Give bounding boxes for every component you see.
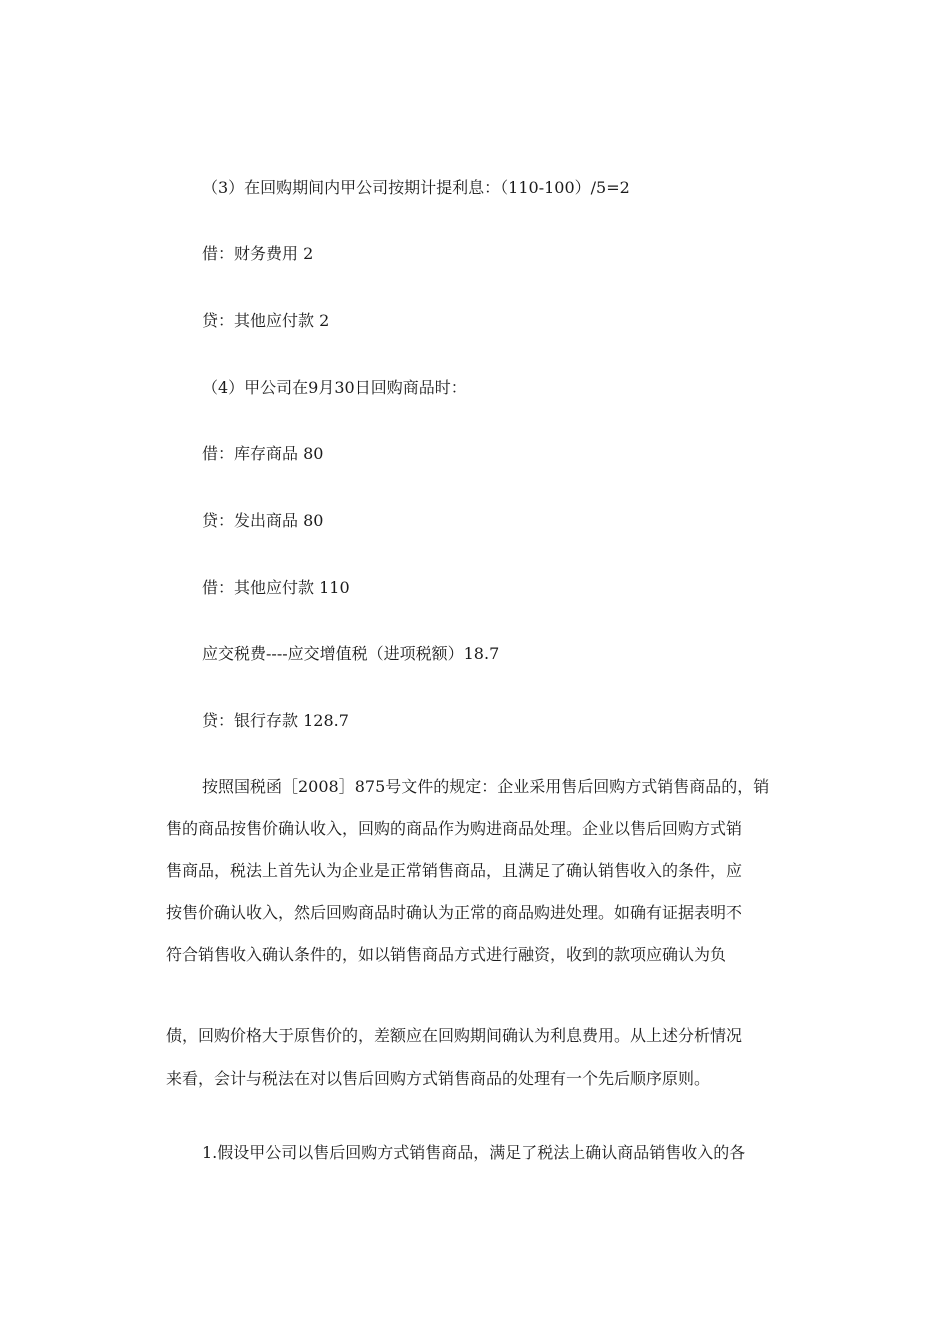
paragraph-line: 符合销售收入确认条件的，如以销售商品方式进行融资，收到的款项应确认为负	[166, 945, 727, 964]
paragraph-line: 来看，会计与税法在对以售后回购方式销售商品的处理有一个先后顺序原则。	[166, 1069, 711, 1088]
paragraph-line: 按售价确认收入，然后回购商品时确认为正常的商品购进处理。如确有证据表明不	[166, 903, 743, 922]
paragraph-line: 售商品，税法上首先认为企业是正常销售商品，且满足了确认销售收入的条件，应	[166, 861, 743, 880]
entry-credit-bank-deposit: 贷：银行存款 128.7	[202, 711, 349, 730]
paragraph-line: 按照国税函［2008］875号文件的规定：企业采用售后回购方式销售商品的，销	[202, 777, 770, 796]
entry-debit-inventory: 借：库存商品 80	[202, 444, 324, 463]
entry-interest-heading: （3）在回购期间内甲公司按期计提利息：（110-100）/5=2	[202, 178, 630, 197]
entry-repurchase-heading: （4）甲公司在9月30日回购商品时：	[202, 378, 467, 397]
entry-tax-payable: 应交税费----应交增值税（进项税额）18.7	[202, 644, 500, 663]
entry-credit-goods-shipped: 贷：发出商品 80	[202, 511, 324, 530]
entry-debit-other-payables: 借：其他应付款 110	[202, 578, 350, 597]
paragraph-line: 售的商品按售价确认收入，回购的商品作为购进商品处理。企业以售后回购方式销	[166, 819, 743, 838]
entry-debit-finance-expense: 借：财务费用 2	[202, 244, 314, 263]
assumption-line: 1.假设甲公司以售后回购方式销售商品，满足了税法上确认商品销售收入的各	[202, 1143, 746, 1162]
entry-credit-other-payables: 贷：其他应付款 2	[202, 311, 330, 330]
paragraph-line: 债，回购价格大于原售价的，差额应在回购期间确认为利息费用。从上述分析情况	[166, 1026, 743, 1045]
